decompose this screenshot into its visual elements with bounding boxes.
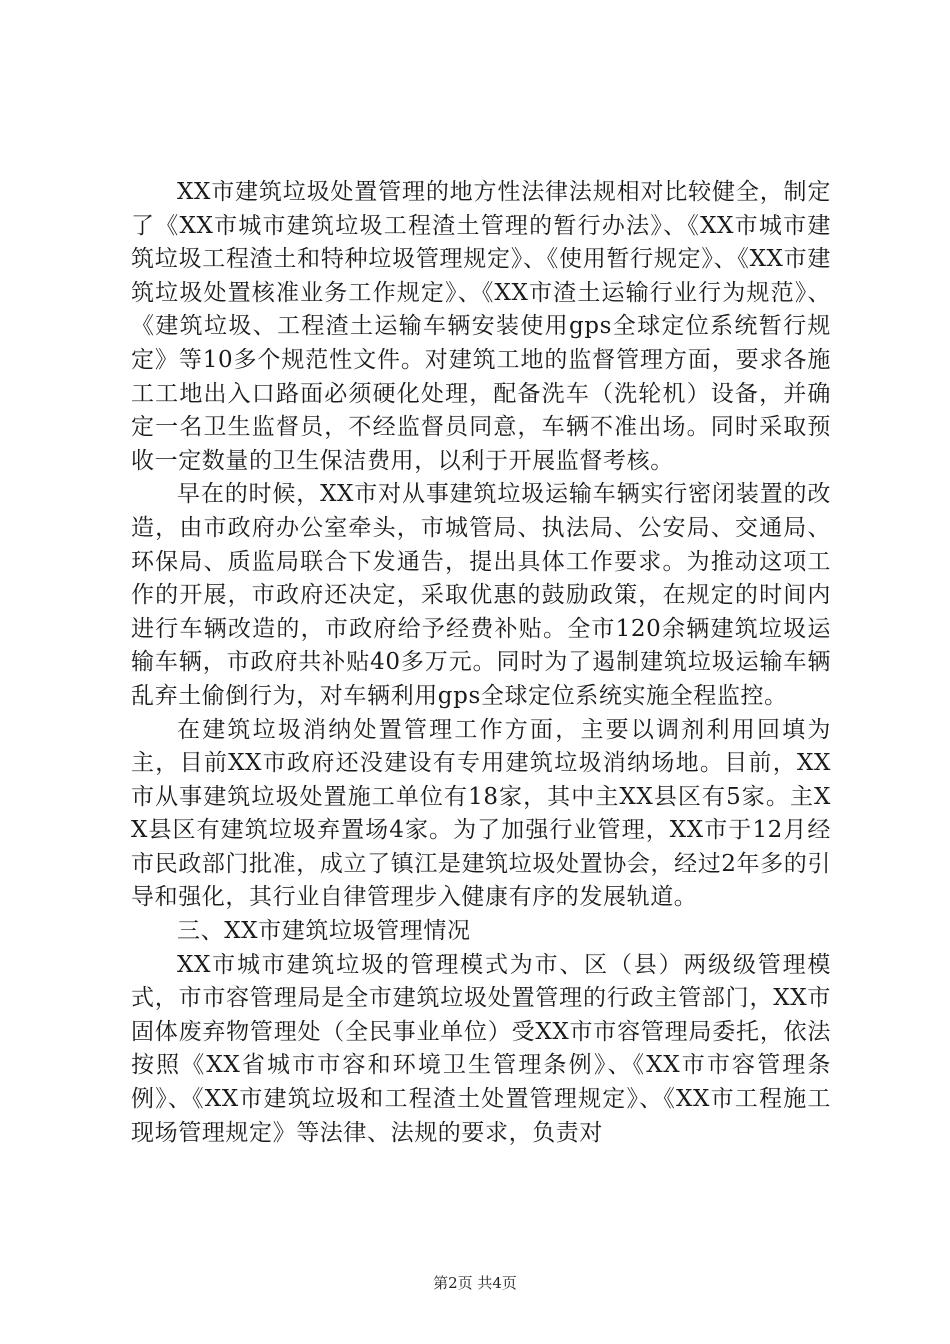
section-heading: 三、XX市建筑垃圾管理情况 — [177, 918, 471, 945]
paragraph-disposal-management: 在建筑垃圾消纳处置管理工作方面，主要以调剂利用回填为主，目前XX市政府还没建设有专用建筑垃圾消纳场地。目前，XX市从事建筑垃圾处置施工单位有18家，其中主XX县区有5家。主XX县区有建筑垃圾弃置场4家。为了加强行业管理，XX市于12月经市民政部门批准，成立了镇江是建筑垃圾处置协会，经过2年多的引导和强化，其行业自律管理步入健康有序的发展轨道。 — [131, 716, 831, 911]
paragraph-vehicle-retrofit: 早在的时候，XX市对从事建筑垃圾运输车辆实行密闭装置的改造，由市政府办公室牵头，市城管局、执法局、公安局、交通局、环保局、质监局联合下发通告，提出具体工作要求。为推动这项工作的开展，市政府还决定，采取优惠的鼓励政策，在规定的时间内进行车辆改造的，市政府给予经费补贴。全市120余辆建筑垃圾运输车辆，市政府共补贴40多万元。同时为了遏制建筑垃圾运输车辆乱弃土偷倒行为，对车辆利用gps全球定位系统实施全程监控。 — [131, 481, 831, 709]
paragraph-management-model: XX市城市建筑垃圾的管理模式为市、区（县）两级级管理模式，市市容管理局是全市建筑垃圾处置管理的行政主管部门，XX市固体废弃物管理处（全民事业单位）受XX市市容管理局委托，依法按照《XX省城市市容和环境卫生管理条例》、《XX市市容管理条例》、《XX市建筑垃圾和工程渣土处置管理规定》、《XX市工程施工现场管理规定》等法律、法规的要求，负责对 — [131, 951, 831, 1146]
paragraph-regulations: XX市建筑垃圾处置管理的地方性法律法规相对比较健全，制定了《XX市城市建筑垃圾工程渣土管理的暂行办法》、《XX市城市建筑垃圾工程渣土和特种垃圾管理规定》、《使用暂行规定》、《XX市建筑垃圾处置核准业务工作规定》、《XX市渣土运输行业行为规范》、《建筑垃圾、工程渣土运输车辆安装使用gps全球定位系统暂行规定》等10多个规范性文件。对建筑工地的监督管理方面，要求各施工工地出入口路面必须硬化处理，配备洗车（洗轮机）设备，并确定一名卫生监督员，不经监督员同意，车辆不准出场。同时采取预收一定数量的卫生保洁费用，以利于开展监督考核。 — [131, 179, 831, 474]
page-number-footer: 第2页 共4页 — [433, 1274, 517, 1292]
document-body — [131, 176, 831, 1150]
